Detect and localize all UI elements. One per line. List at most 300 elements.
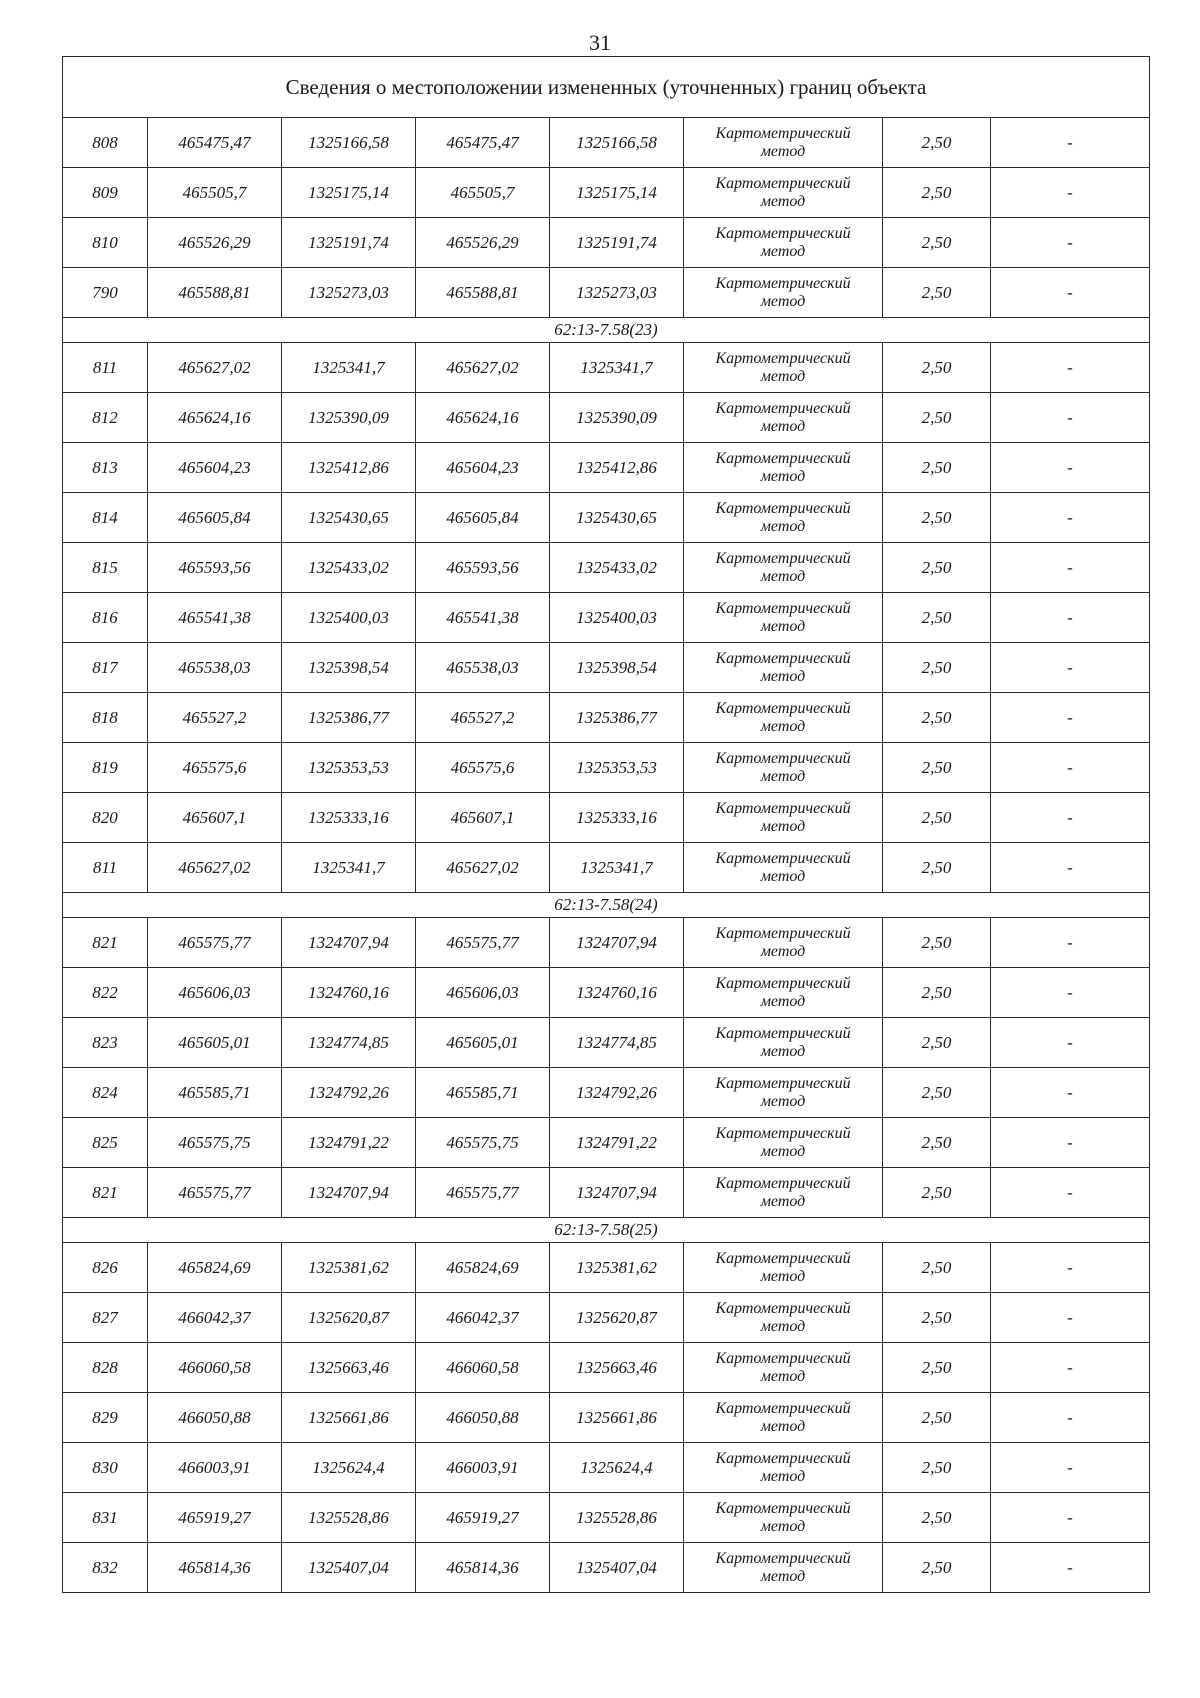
x-new-cell: 465606,03: [416, 968, 550, 1018]
y-existing-cell: 1325390,09: [282, 393, 416, 443]
accuracy-cell: 2,50: [883, 793, 991, 843]
accuracy-cell: 2,50: [883, 1243, 991, 1293]
method-line-1: Картометрический: [715, 1299, 851, 1317]
y-new-cell: 1325390,09: [550, 393, 684, 443]
y-new-cell: 1325381,62: [550, 1243, 684, 1293]
method-cell: [684, 843, 883, 893]
y-new-cell: 1325663,46: [550, 1343, 684, 1393]
x-new-cell: 466050,88: [416, 1393, 550, 1443]
y-existing-cell: 1325175,14: [282, 168, 416, 218]
x-new-cell: 465575,77: [416, 918, 550, 968]
y-new-cell: 1324760,16: [550, 968, 684, 1018]
y-existing-cell: 1324707,94: [282, 918, 416, 968]
method-line-2: метод: [760, 292, 806, 310]
method-cell: [684, 1168, 883, 1218]
y-existing-cell: 1325341,7: [282, 343, 416, 393]
point-number-cell: 816: [63, 593, 148, 643]
table-title-row: [63, 57, 1150, 118]
method-line-1: Картометрический: [715, 449, 851, 467]
note-cell: -: [991, 443, 1150, 493]
point-number-cell: 822: [63, 968, 148, 1018]
x-new-cell: 465527,2: [416, 693, 550, 743]
y-existing-cell: 1325661,86: [282, 1393, 416, 1443]
accuracy-cell: 2,50: [883, 1068, 991, 1118]
y-new-cell: 1325407,04: [550, 1543, 684, 1593]
table-row: [63, 168, 1150, 218]
method-line-1: Картометрический: [715, 1124, 851, 1142]
note-cell: -: [991, 393, 1150, 443]
method-line-1: Картометрический: [715, 174, 851, 192]
note-cell: -: [991, 918, 1150, 968]
accuracy-cell: 2,50: [883, 268, 991, 318]
x-new-cell: 465575,77: [416, 1168, 550, 1218]
point-number-cell: 812: [63, 393, 148, 443]
point-number-cell: 826: [63, 1243, 148, 1293]
x-existing-cell: 466060,58: [148, 1343, 282, 1393]
point-number-cell: 823: [63, 1018, 148, 1068]
method-cell: [684, 593, 883, 643]
x-new-cell: 465814,36: [416, 1543, 550, 1593]
y-new-cell: 1325620,87: [550, 1293, 684, 1343]
x-existing-cell: 465814,36: [148, 1543, 282, 1593]
method-cell: [684, 793, 883, 843]
x-new-cell: 465575,75: [416, 1118, 550, 1168]
method-line-2: метод: [760, 1192, 806, 1210]
x-existing-cell: 466003,91: [148, 1443, 282, 1493]
point-number-cell: 821: [63, 918, 148, 968]
y-new-cell: 1325433,02: [550, 543, 684, 593]
note-cell: -: [991, 743, 1150, 793]
method-line-2: метод: [760, 817, 806, 835]
table-row: [63, 268, 1150, 318]
x-new-cell: 465605,84: [416, 493, 550, 543]
table-body: [63, 118, 1150, 1593]
accuracy-cell: 2,50: [883, 493, 991, 543]
method-cell: [684, 493, 883, 543]
method-line-2: метод: [760, 367, 806, 385]
method-cell: [684, 1293, 883, 1343]
point-number-cell: 818: [63, 693, 148, 743]
method-line-1: Картометрический: [715, 599, 851, 617]
method-cell: [684, 1443, 883, 1493]
method-cell: [684, 543, 883, 593]
method-line-2: метод: [760, 667, 806, 685]
x-existing-cell: 465526,29: [148, 218, 282, 268]
y-new-cell: 1325528,86: [550, 1493, 684, 1543]
x-new-cell: 465538,03: [416, 643, 550, 693]
y-existing-cell: 1325412,86: [282, 443, 416, 493]
note-cell: -: [991, 118, 1150, 168]
note-cell: -: [991, 843, 1150, 893]
boundary-coordinates-table: [62, 56, 1150, 1593]
table-row: [63, 1018, 1150, 1068]
x-existing-cell: 465505,7: [148, 168, 282, 218]
method-line-1: Картометрический: [715, 549, 851, 567]
method-line-1: Картометрический: [715, 224, 851, 242]
x-new-cell: 465475,47: [416, 118, 550, 168]
note-cell: -: [991, 793, 1150, 843]
method-line-2: метод: [760, 617, 806, 635]
point-number-cell: 809: [63, 168, 148, 218]
table-row: [63, 793, 1150, 843]
point-number-cell: 811: [63, 843, 148, 893]
method-line-1: Картометрический: [715, 1349, 851, 1367]
x-new-cell: 466060,58: [416, 1343, 550, 1393]
table-row: [63, 693, 1150, 743]
accuracy-cell: 2,50: [883, 1393, 991, 1443]
point-number-cell: 819: [63, 743, 148, 793]
method-cell: [684, 1018, 883, 1068]
x-new-cell: 466042,37: [416, 1293, 550, 1343]
x-existing-cell: 465605,84: [148, 493, 282, 543]
note-cell: -: [991, 543, 1150, 593]
x-existing-cell: 465627,02: [148, 843, 282, 893]
x-existing-cell: 465475,47: [148, 118, 282, 168]
method-cell: [684, 1393, 883, 1443]
point-number-cell: 821: [63, 1168, 148, 1218]
y-new-cell: 1325398,54: [550, 643, 684, 693]
method-cell: [684, 393, 883, 443]
x-new-cell: 465526,29: [416, 218, 550, 268]
y-new-cell: 1324707,94: [550, 1168, 684, 1218]
method-line-1: Картометрический: [715, 1499, 851, 1517]
x-new-cell: 465593,56: [416, 543, 550, 593]
method-line-2: метод: [760, 417, 806, 435]
accuracy-cell: 2,50: [883, 843, 991, 893]
method-cell: [684, 118, 883, 168]
method-cell: [684, 168, 883, 218]
x-existing-cell: 466042,37: [148, 1293, 282, 1343]
point-number-cell: 832: [63, 1543, 148, 1593]
table-row: [63, 918, 1150, 968]
point-number-cell: 831: [63, 1493, 148, 1543]
y-existing-cell: 1325624,4: [282, 1443, 416, 1493]
table-row: [63, 1393, 1150, 1443]
y-new-cell: 1325333,16: [550, 793, 684, 843]
method-cell: [684, 693, 883, 743]
accuracy-cell: 2,50: [883, 643, 991, 693]
table-row: [63, 343, 1150, 393]
y-existing-cell: 1325433,02: [282, 543, 416, 593]
y-new-cell: 1325624,4: [550, 1443, 684, 1493]
y-existing-cell: 1324791,22: [282, 1118, 416, 1168]
x-new-cell: 465824,69: [416, 1243, 550, 1293]
method-cell: [684, 1118, 883, 1168]
method-cell: [684, 918, 883, 968]
method-cell: [684, 1243, 883, 1293]
method-line-2: метод: [760, 1467, 806, 1485]
y-existing-cell: 1324707,94: [282, 1168, 416, 1218]
accuracy-cell: 2,50: [883, 1443, 991, 1493]
table-row: [63, 543, 1150, 593]
table-row: [63, 1343, 1150, 1393]
table-row: [63, 393, 1150, 443]
y-existing-cell: 1325663,46: [282, 1343, 416, 1393]
y-new-cell: 1324707,94: [550, 918, 684, 968]
x-new-cell: 465919,27: [416, 1493, 550, 1543]
note-cell: -: [991, 693, 1150, 743]
accuracy-cell: 2,50: [883, 393, 991, 443]
x-new-cell: 465585,71: [416, 1068, 550, 1118]
method-line-2: метод: [760, 1367, 806, 1385]
x-existing-cell: 465575,77: [148, 1168, 282, 1218]
y-existing-cell: 1324792,26: [282, 1068, 416, 1118]
point-number-cell: 817: [63, 643, 148, 693]
x-existing-cell: 465919,27: [148, 1493, 282, 1543]
accuracy-cell: 2,50: [883, 543, 991, 593]
accuracy-cell: 2,50: [883, 1168, 991, 1218]
x-existing-cell: 465627,02: [148, 343, 282, 393]
y-existing-cell: 1325341,7: [282, 843, 416, 893]
x-new-cell: 465627,02: [416, 843, 550, 893]
method-line-2: метод: [760, 867, 806, 885]
y-existing-cell: 1325528,86: [282, 1493, 416, 1543]
y-existing-cell: 1325386,77: [282, 693, 416, 743]
accuracy-cell: 2,50: [883, 593, 991, 643]
method-line-2: метод: [760, 242, 806, 260]
method-line-2: метод: [760, 467, 806, 485]
method-line-2: метод: [760, 192, 806, 210]
accuracy-cell: 2,50: [883, 1118, 991, 1168]
note-cell: -: [991, 493, 1150, 543]
table-row: [63, 643, 1150, 693]
point-number-cell: 827: [63, 1293, 148, 1343]
method-line-1: Картометрический: [715, 1174, 851, 1192]
point-number-cell: 814: [63, 493, 148, 543]
y-new-cell: 1325273,03: [550, 268, 684, 318]
accuracy-cell: 2,50: [883, 1543, 991, 1593]
note-cell: -: [991, 1343, 1150, 1393]
section-header-row: [63, 893, 1150, 918]
y-new-cell: 1325412,86: [550, 443, 684, 493]
x-existing-cell: 465575,6: [148, 743, 282, 793]
table-row: [63, 743, 1150, 793]
y-new-cell: 1325386,77: [550, 693, 684, 743]
accuracy-cell: 2,50: [883, 118, 991, 168]
point-number-cell: 829: [63, 1393, 148, 1443]
method-cell: [684, 1343, 883, 1393]
table-row: [63, 118, 1150, 168]
accuracy-cell: 2,50: [883, 443, 991, 493]
section-header-row: [63, 318, 1150, 343]
table-row: [63, 493, 1150, 543]
method-line-2: метод: [760, 1417, 806, 1435]
note-cell: -: [991, 218, 1150, 268]
note-cell: -: [991, 1493, 1150, 1543]
table-row: [63, 1068, 1150, 1118]
x-existing-cell: 465538,03: [148, 643, 282, 693]
point-number-cell: 810: [63, 218, 148, 268]
page-number: 31: [589, 30, 611, 55]
method-line-1: Картометрический: [715, 649, 851, 667]
note-cell: -: [991, 268, 1150, 318]
x-existing-cell: 465575,77: [148, 918, 282, 968]
y-existing-cell: 1324774,85: [282, 1018, 416, 1068]
y-existing-cell: 1325400,03: [282, 593, 416, 643]
method-line-2: метод: [760, 767, 806, 785]
x-new-cell: 465605,01: [416, 1018, 550, 1068]
point-number-cell: 815: [63, 543, 148, 593]
method-line-1: Картометрический: [715, 1449, 851, 1467]
accuracy-cell: 2,50: [883, 1293, 991, 1343]
note-cell: -: [991, 593, 1150, 643]
note-cell: -: [991, 1393, 1150, 1443]
accuracy-cell: 2,50: [883, 1018, 991, 1068]
note-cell: -: [991, 168, 1150, 218]
y-existing-cell: 1324760,16: [282, 968, 416, 1018]
method-line-1: Картометрический: [715, 924, 851, 942]
method-line-2: метод: [760, 942, 806, 960]
y-new-cell: 1325430,65: [550, 493, 684, 543]
y-existing-cell: 1325381,62: [282, 1243, 416, 1293]
x-existing-cell: 465604,23: [148, 443, 282, 493]
method-line-1: Картометрический: [715, 1074, 851, 1092]
method-line-2: метод: [760, 1267, 806, 1285]
y-existing-cell: 1325273,03: [282, 268, 416, 318]
method-line-1: Картометрический: [715, 799, 851, 817]
method-line-1: Картометрический: [715, 974, 851, 992]
method-line-1: Картометрический: [715, 699, 851, 717]
x-existing-cell: 465541,38: [148, 593, 282, 643]
accuracy-cell: 2,50: [883, 218, 991, 268]
x-new-cell: 465588,81: [416, 268, 550, 318]
x-new-cell: 465604,23: [416, 443, 550, 493]
method-cell: [684, 443, 883, 493]
y-new-cell: 1325661,86: [550, 1393, 684, 1443]
accuracy-cell: 2,50: [883, 1493, 991, 1543]
x-new-cell: 465505,7: [416, 168, 550, 218]
method-line-2: метод: [760, 142, 806, 160]
method-cell: [684, 218, 883, 268]
table-row: [63, 1118, 1150, 1168]
x-existing-cell: 466050,88: [148, 1393, 282, 1443]
y-new-cell: 1325341,7: [550, 843, 684, 893]
x-existing-cell: 465585,71: [148, 1068, 282, 1118]
table-row: [63, 218, 1150, 268]
method-cell: [684, 968, 883, 1018]
y-existing-cell: 1325191,74: [282, 218, 416, 268]
section-header-row: [63, 1218, 1150, 1243]
x-existing-cell: 465605,01: [148, 1018, 282, 1068]
x-existing-cell: 465527,2: [148, 693, 282, 743]
x-new-cell: 465575,6: [416, 743, 550, 793]
y-existing-cell: 1325353,53: [282, 743, 416, 793]
y-new-cell: 1325166,58: [550, 118, 684, 168]
method-line-1: Картометрический: [715, 1399, 851, 1417]
x-existing-cell: 465588,81: [148, 268, 282, 318]
method-cell: [684, 743, 883, 793]
x-existing-cell: 465606,03: [148, 968, 282, 1018]
method-line-1: Картометрический: [715, 749, 851, 767]
y-new-cell: 1325400,03: [550, 593, 684, 643]
table-row: [63, 1168, 1150, 1218]
point-number-cell: 820: [63, 793, 148, 843]
method-line-2: метод: [760, 567, 806, 585]
method-line-2: метод: [760, 517, 806, 535]
note-cell: -: [991, 968, 1150, 1018]
note-cell: -: [991, 1168, 1150, 1218]
point-number-cell: 825: [63, 1118, 148, 1168]
point-number-cell: 790: [63, 268, 148, 318]
accuracy-cell: 2,50: [883, 743, 991, 793]
point-number-cell: 808: [63, 118, 148, 168]
table-row: [63, 443, 1150, 493]
x-existing-cell: 465607,1: [148, 793, 282, 843]
y-new-cell: 1324774,85: [550, 1018, 684, 1068]
accuracy-cell: 2,50: [883, 918, 991, 968]
table-title: Сведения о местоположении измененных (уточненных) границ объекта: [63, 57, 1150, 118]
table-row: [63, 593, 1150, 643]
accuracy-cell: 2,50: [883, 693, 991, 743]
method-line-2: метод: [760, 1092, 806, 1110]
method-line-1: Картометрический: [715, 399, 851, 417]
method-line-1: Картометрический: [715, 1024, 851, 1042]
note-cell: -: [991, 1018, 1150, 1068]
table-row: [63, 968, 1150, 1018]
note-cell: -: [991, 643, 1150, 693]
accuracy-cell: 2,50: [883, 968, 991, 1018]
y-existing-cell: 1325620,87: [282, 1293, 416, 1343]
y-existing-cell: 1325407,04: [282, 1543, 416, 1593]
method-line-2: метод: [760, 1142, 806, 1160]
point-number-cell: 830: [63, 1443, 148, 1493]
note-cell: -: [991, 1293, 1150, 1343]
method-line-1: Картометрический: [715, 849, 851, 867]
method-line-2: метод: [760, 1517, 806, 1535]
table-row: [63, 843, 1150, 893]
x-existing-cell: 465624,16: [148, 393, 282, 443]
method-cell: [684, 1493, 883, 1543]
method-line-2: метод: [760, 1567, 806, 1585]
method-line-2: метод: [760, 717, 806, 735]
x-new-cell: 465627,02: [416, 343, 550, 393]
method-line-2: метод: [760, 992, 806, 1010]
note-cell: -: [991, 1068, 1150, 1118]
method-line-2: метод: [760, 1042, 806, 1060]
method-cell: [684, 643, 883, 693]
method-cell: [684, 343, 883, 393]
method-line-2: метод: [760, 1317, 806, 1335]
x-new-cell: 466003,91: [416, 1443, 550, 1493]
y-new-cell: 1324792,26: [550, 1068, 684, 1118]
section-label: 62:13-7.58(24): [63, 893, 1150, 918]
y-new-cell: 1325191,74: [550, 218, 684, 268]
x-new-cell: 465541,38: [416, 593, 550, 643]
y-new-cell: 1325341,7: [550, 343, 684, 393]
point-number-cell: 811: [63, 343, 148, 393]
y-existing-cell: 1325333,16: [282, 793, 416, 843]
y-new-cell: 1325175,14: [550, 168, 684, 218]
section-label: 62:13-7.58(23): [63, 318, 1150, 343]
accuracy-cell: 2,50: [883, 168, 991, 218]
y-existing-cell: 1325430,65: [282, 493, 416, 543]
table-row: [63, 1293, 1150, 1343]
point-number-cell: 813: [63, 443, 148, 493]
method-line-1: Картометрический: [715, 499, 851, 517]
method-line-1: Картометрический: [715, 124, 851, 142]
table-row: [63, 1543, 1150, 1593]
table-row: [63, 1443, 1150, 1493]
method-line-1: Картометрический: [715, 1249, 851, 1267]
note-cell: -: [991, 1443, 1150, 1493]
section-label: 62:13-7.58(25): [63, 1218, 1150, 1243]
table-row: [63, 1243, 1150, 1293]
method-cell: [684, 268, 883, 318]
point-number-cell: 828: [63, 1343, 148, 1393]
x-new-cell: 465624,16: [416, 393, 550, 443]
point-number-cell: 824: [63, 1068, 148, 1118]
method-line-1: Картометрический: [715, 274, 851, 292]
